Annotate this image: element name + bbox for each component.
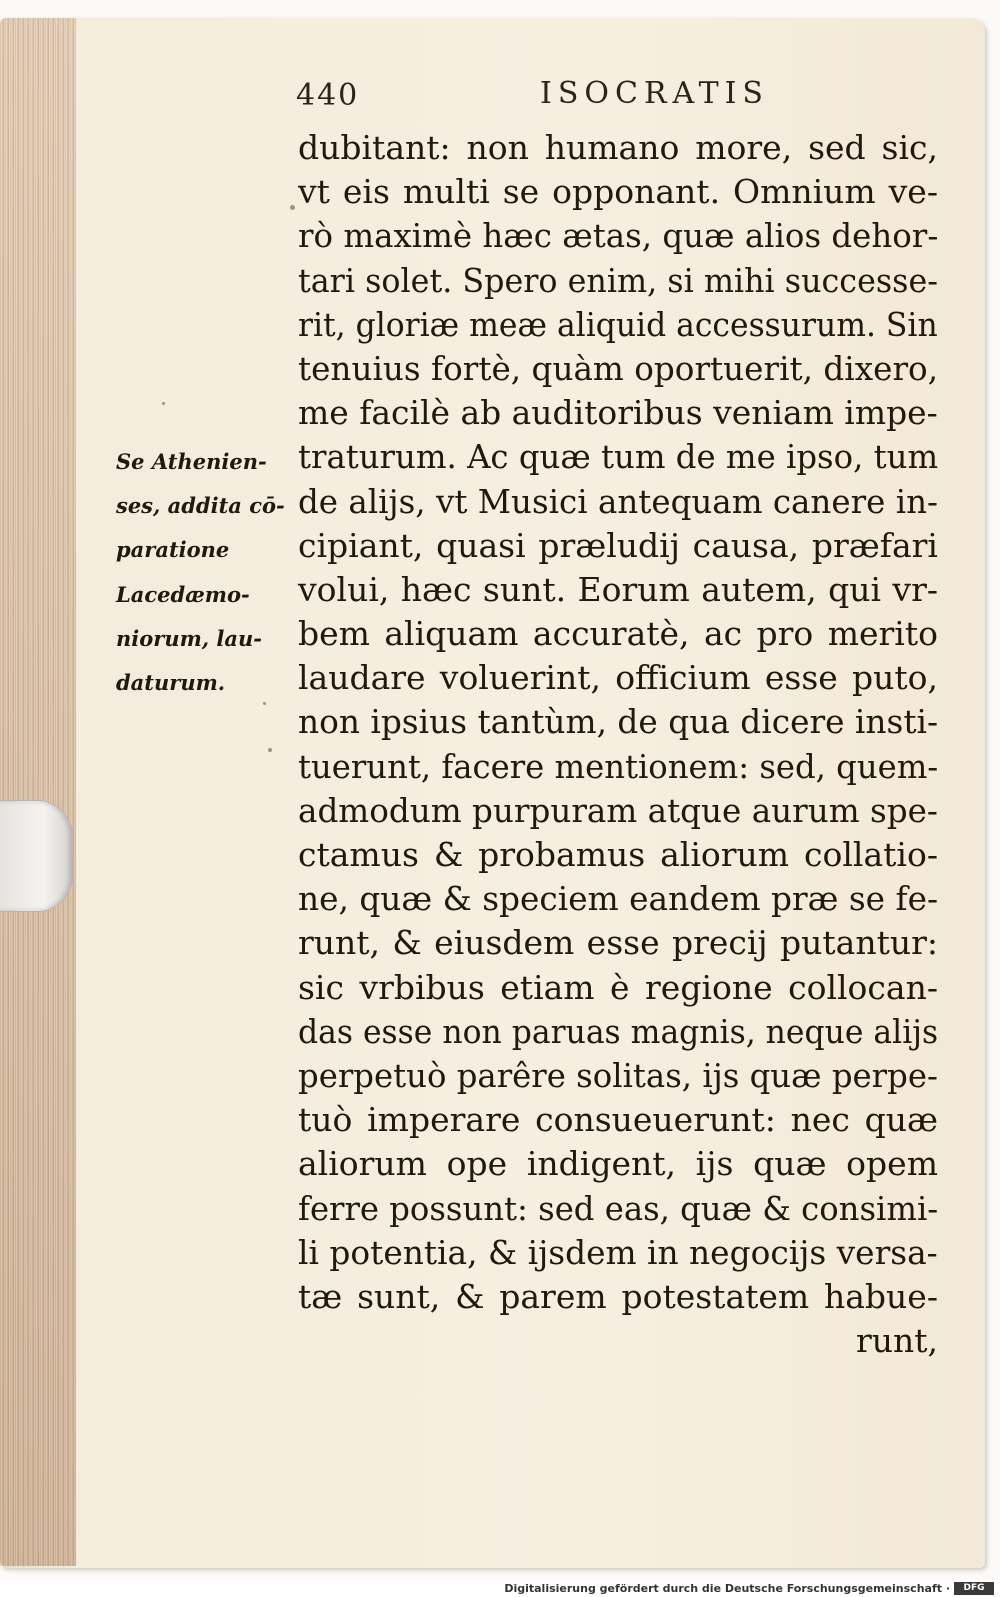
footer-credit: Digitalisierung gefördert durch die Deutsche Forschungsgemeinschaft · <box>504 1582 950 1595</box>
clasp-icon <box>0 800 73 912</box>
marginal-note-line: paratione <box>116 537 230 563</box>
text-line: traturum. Ac quæ tum de me ipso, tum <box>298 437 939 477</box>
ink-speck <box>263 702 266 705</box>
ink-speck <box>268 748 272 752</box>
text-line: vt eis multi se opponant. Omnium ve- <box>298 172 938 212</box>
running-title: ISOCRATIS <box>540 76 769 111</box>
text-line: dubitant: non humano more, sed sic, <box>298 128 938 167</box>
ink-speck <box>162 402 165 405</box>
text-line: tari solet. Spero enim, si mihi successe- <box>298 260 938 300</box>
body-text <box>298 126 938 1363</box>
text-line: admodum purpuram atque aurum spe- <box>298 790 938 830</box>
page-edges <box>0 18 76 1566</box>
text-line: cipiant, quasi præludij causa, præfari <box>298 525 938 565</box>
text-line: tuò imperare consueuerunt: nec quæ <box>298 1100 938 1140</box>
text-line: de alijs, vt Musici antequam canere in- <box>298 481 939 521</box>
text-line: runt, & eiusdem esse precij putantur: <box>298 923 938 963</box>
text-line: bem aliquam accuratè, ac pro merito <box>298 614 938 654</box>
marginal-note <box>116 440 296 705</box>
text-line: tuerunt, facere mentionem: sed, quem- <box>298 746 939 786</box>
text-line: laudare voluerint, officium esse puto, <box>298 658 938 698</box>
ink-speck <box>290 205 295 210</box>
text-line: me facilè ab auditoribus veniam impe- <box>298 393 938 433</box>
page-number: 440 <box>296 78 360 113</box>
text-line: tæ sunt, & parem potestatem habue- <box>298 1276 938 1316</box>
text-line: ctamus & probamus aliorum collatio- <box>298 835 938 874</box>
dfg-logo: DFG <box>954 1582 994 1595</box>
text-line: volui, hæc sunt. Eorum autem, qui vr- <box>298 569 938 609</box>
text-line: runt, <box>855 1321 938 1361</box>
marginal-note-line: Lacedæmo- <box>116 581 250 607</box>
text-line: li potentia, & ijsdem in negocijs versa- <box>298 1232 938 1272</box>
text-line: das esse non paruas magnis, neque alijs <box>298 1011 939 1051</box>
marginal-note-line: Se Athenien- <box>116 449 267 474</box>
marginal-note-line: niorum, lau- <box>116 625 262 651</box>
footer-bar <box>0 1580 1000 1597</box>
marginal-note-line: daturum. <box>116 669 226 695</box>
marginal-note-line: ses, addita cō- <box>116 493 285 519</box>
text-line: non ipsius tantùm, de qua dicere insti- <box>298 702 939 742</box>
text-line: rò maximè hæc ætas, quæ alios dehor- <box>298 216 939 256</box>
text-line: ferre possunt: sed eas, quæ & consimi- <box>298 1188 939 1228</box>
text-line: ne, quæ & speciem eandem præ se fe- <box>298 879 939 919</box>
text-line: tenuius fortè, quàm oportuerit, dixero, <box>298 348 939 388</box>
text-line: aliorum ope indigent, ijs quæ opem <box>298 1144 938 1184</box>
text-line: rit, gloriæ meæ aliquid accessurum. Sin <box>298 304 938 344</box>
text-line: sic vrbibus etiam è regione collocan- <box>298 967 938 1007</box>
text-line: perpetuò parêre solitas, ijs quæ perpe- <box>298 1055 938 1095</box>
